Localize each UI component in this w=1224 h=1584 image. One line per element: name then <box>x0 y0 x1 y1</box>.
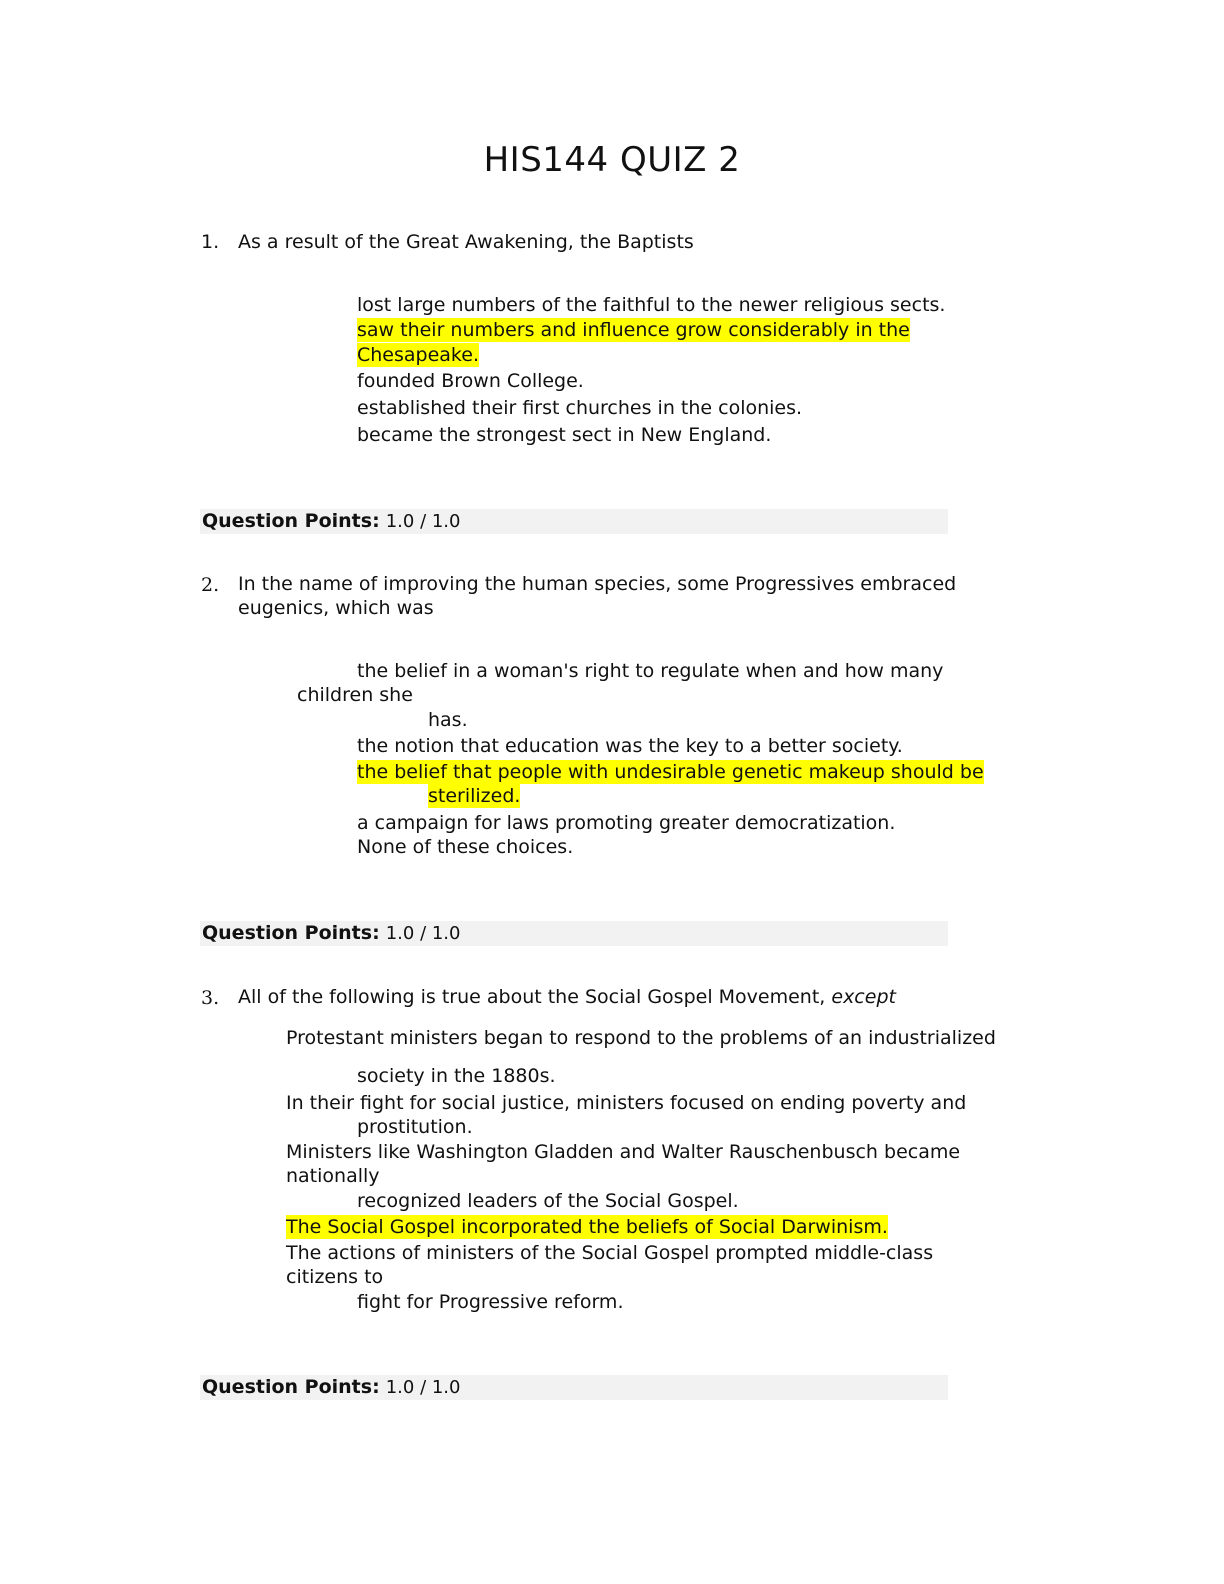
choice-d: established their first churches in the colonies. <box>357 397 803 419</box>
question-text-emphasis: except <box>831 986 896 1008</box>
choice-c: founded Brown College. <box>357 370 584 392</box>
choice-a: lost large numbers of the faithful to the newer religious sects. <box>357 294 946 316</box>
choice-a: the belief in a woman's right to regulate when and how many <box>357 660 944 682</box>
choice-d: a campaign for laws promoting greater democratization. <box>357 812 896 834</box>
choice-a-continued: children she <box>297 684 413 706</box>
choice-e: None of these choices. <box>357 836 574 858</box>
page-title: HIS144 QUIZ 2 <box>483 140 741 180</box>
choice-b: the notion that education was the key to a better society. <box>357 735 903 757</box>
points-label: Question Points: <box>202 1376 380 1398</box>
choice-b-selected: saw their numbers and influence grow considerably in the <box>357 319 910 341</box>
question-number: 3. <box>201 987 220 1009</box>
points-value: 1.0 / 1.0 <box>385 923 461 944</box>
choice-b-selected-continued: Chesapeake. <box>357 344 479 366</box>
question-points-bar <box>200 921 948 946</box>
choice-e: The actions of ministers of the Social Gospel prompted middle-class <box>286 1242 934 1264</box>
question-text: In the name of improving the human species, some Progressives embraced <box>238 573 957 595</box>
points-value: 1.0 / 1.0 <box>385 1377 461 1398</box>
choice-c-selected: the belief that people with undesirable genetic makeup should be <box>357 761 984 783</box>
choice-b-continued: prostitution. <box>357 1116 473 1138</box>
choice-c: Ministers like Washington Gladden and Walter Rauschenbusch became <box>286 1141 961 1163</box>
question-number: 1. <box>201 231 220 253</box>
choice-c-continued: recognized leaders of the Social Gospel. <box>357 1190 739 1212</box>
points-label: Question Points: <box>202 510 380 532</box>
choice-e-continued: citizens to <box>286 1266 384 1288</box>
choice-e: became the strongest sect in New England. <box>357 424 772 446</box>
question-text-main: All of the following is true about the Social Gospel Movement, <box>238 986 826 1008</box>
question-points-bar <box>200 509 948 534</box>
choice-a-continued: society in the 1880s. <box>357 1065 556 1087</box>
choice-b: In their fight for social justice, ministers focused on ending poverty and <box>286 1092 967 1114</box>
choice-e-continued: fight for Progressive reform. <box>357 1291 624 1313</box>
question-points-bar <box>200 1375 948 1400</box>
question-number: 2. <box>201 574 220 596</box>
question-text-continued: eugenics, which was <box>238 597 434 619</box>
points-value: 1.0 / 1.0 <box>385 511 461 532</box>
choice-d-selected: The Social Gospel incorporated the beliefs of Social Darwinism. <box>286 1216 888 1238</box>
choice-c-selected-continued: sterilized. <box>428 785 521 807</box>
choice-a: Protestant ministers began to respond to the problems of an industrialized <box>286 1027 996 1049</box>
question-text: As a result of the Great Awakening, the Baptists <box>238 231 694 253</box>
choice-a-continued: has. <box>428 709 468 731</box>
points-label: Question Points: <box>202 922 380 944</box>
choice-c-continued: nationally <box>286 1165 380 1187</box>
question-text <box>238 986 896 1008</box>
